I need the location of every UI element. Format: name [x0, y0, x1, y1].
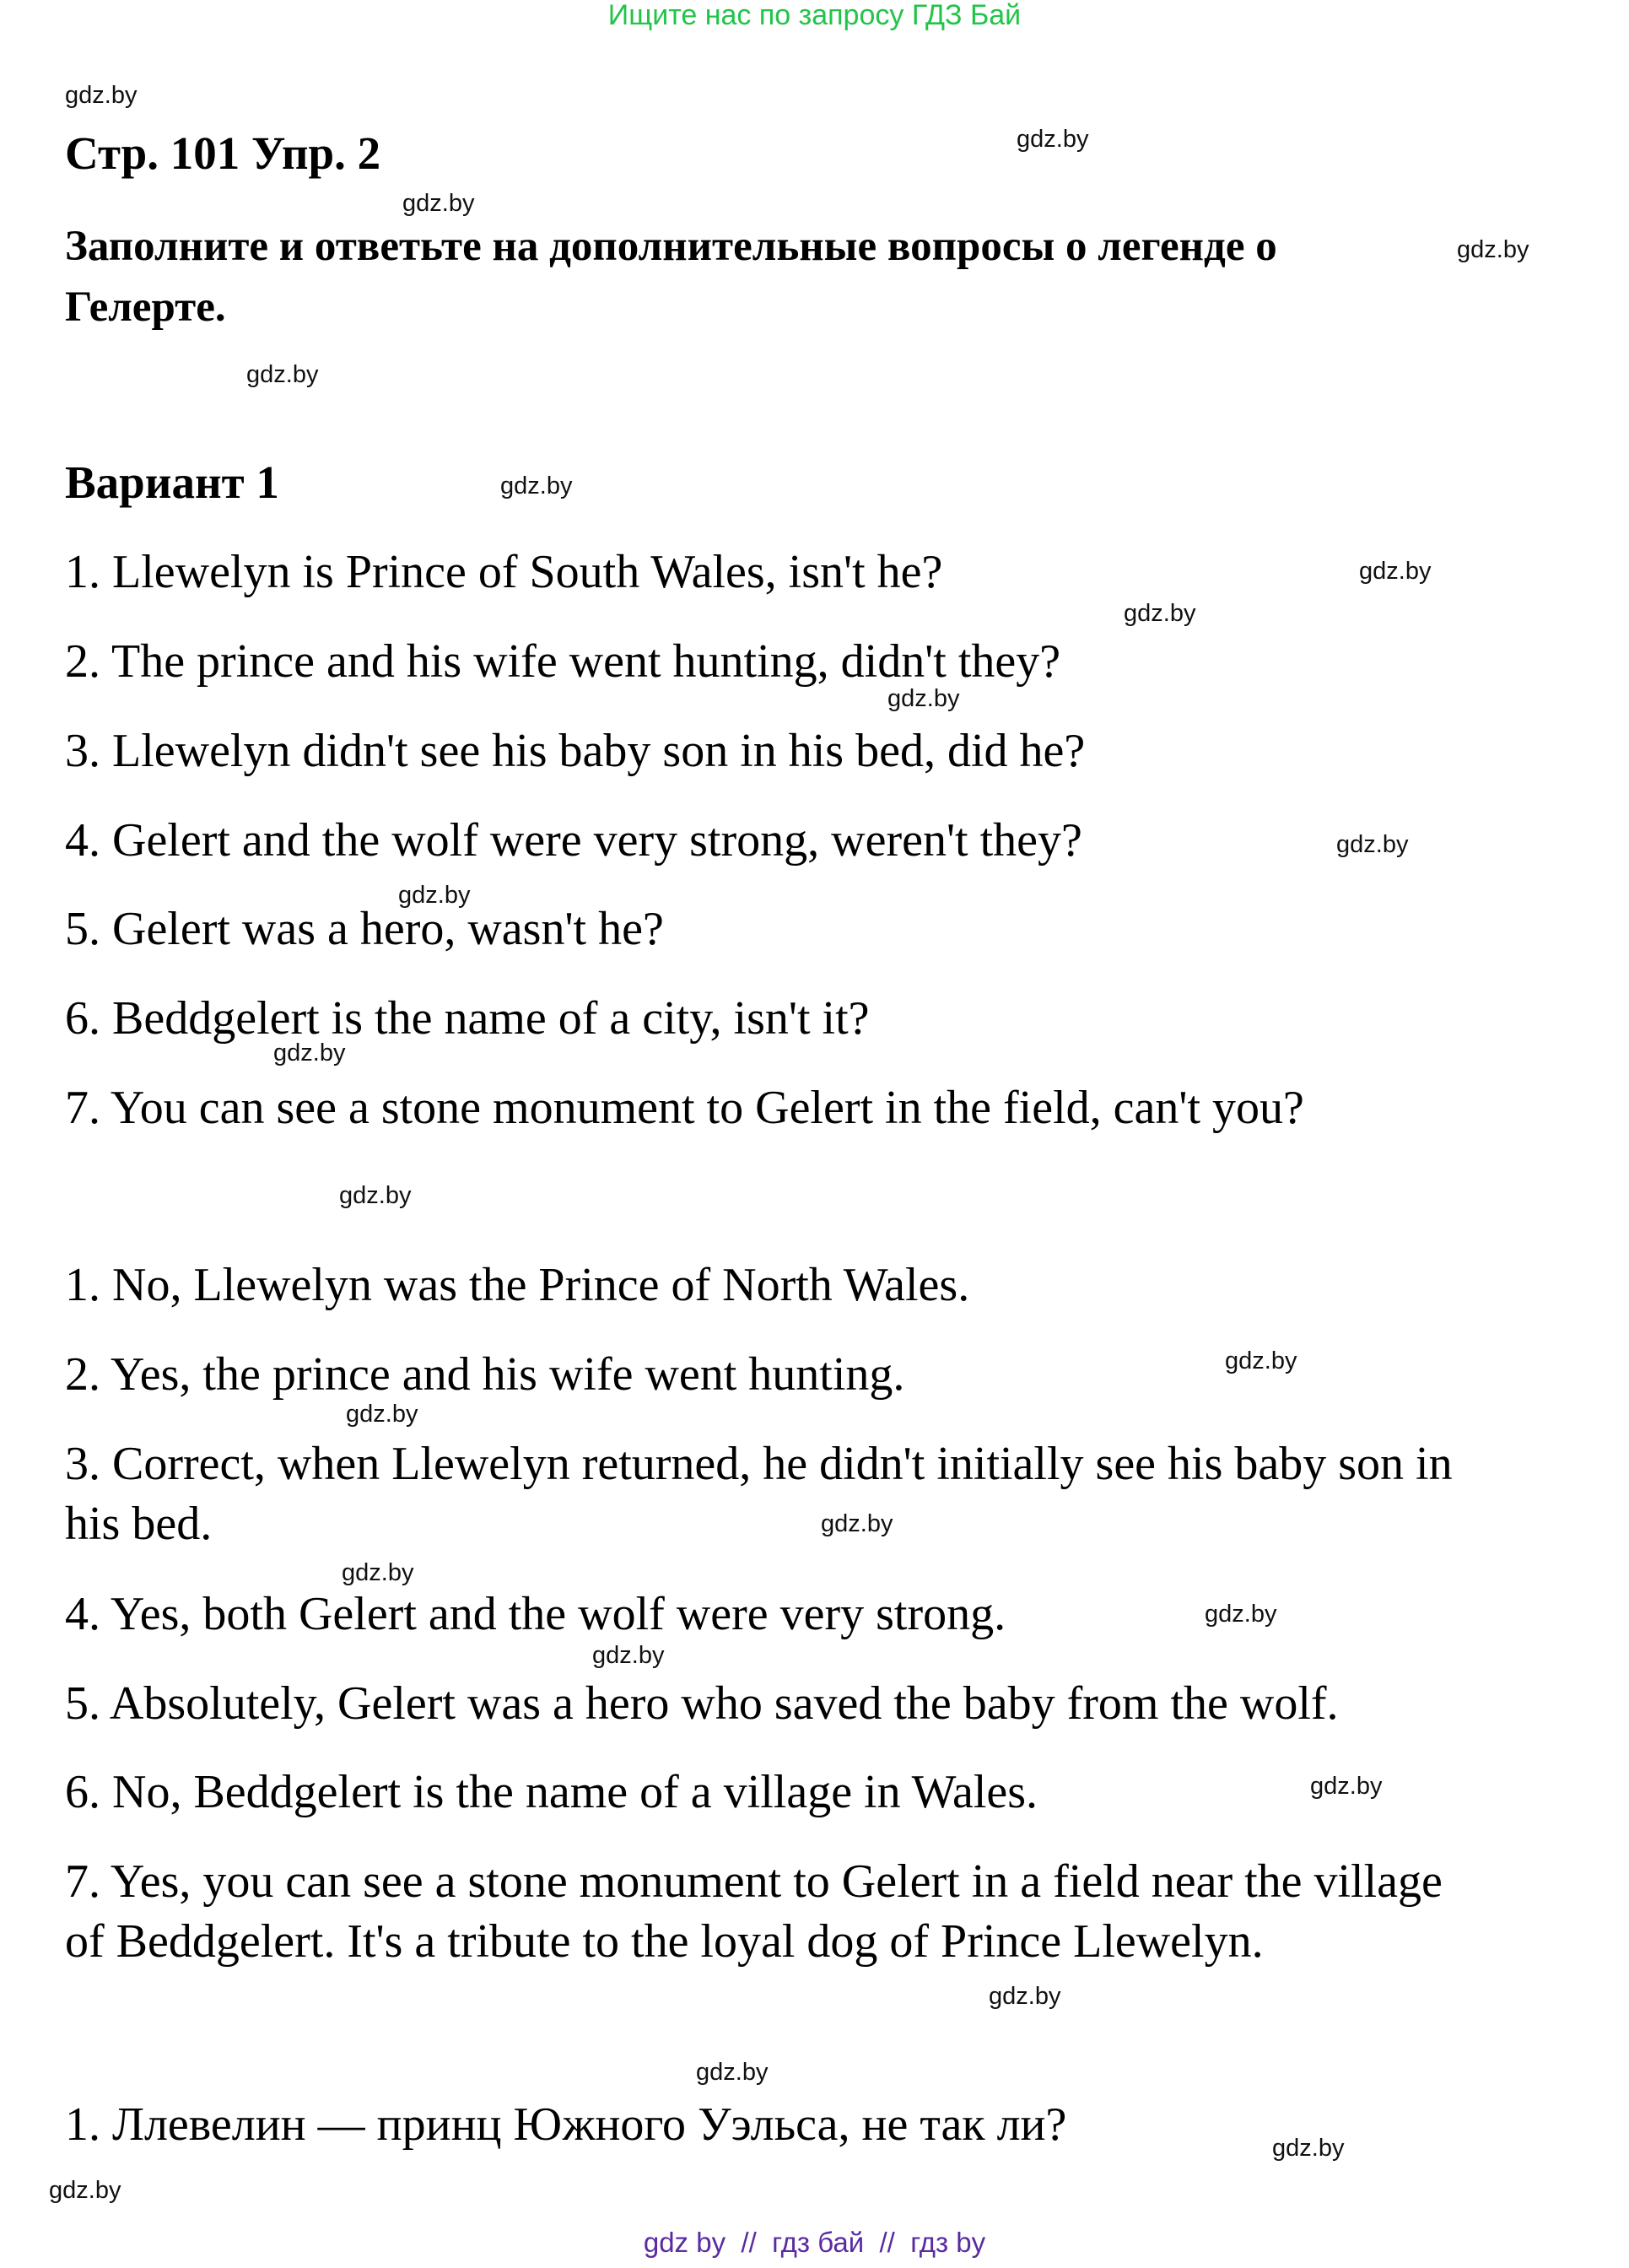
watermark: gdz.by	[346, 1401, 418, 1428]
watermark: gdz.by	[339, 1182, 412, 1209]
answer-line: 7. Yes, you can see a stone monument to Gelert in a field near the village	[65, 1855, 1443, 1908]
question-line: 6. Beddgelert is the name of a city, isn't it?	[65, 992, 870, 1045]
question-line: 7. You can see a stone monument to Gelert in the field, can't you?	[65, 1082, 1304, 1134]
watermark: gdz.by	[273, 1040, 346, 1066]
footer-link[interactable]: gdz by	[643, 2227, 726, 2258]
watermark: gdz.by	[1272, 2135, 1345, 2162]
question-line: 1. Llewelyn is Prince of South Wales, isn't he?	[65, 546, 943, 598]
footer-link[interactable]: гдз by	[910, 2227, 986, 2258]
question-line: 4. Gelert and the wolf were very strong, weren't they?	[65, 814, 1082, 867]
watermark: gdz.by	[65, 82, 138, 109]
watermark: gdz.by	[342, 1559, 414, 1586]
footer-separator: //	[879, 2227, 895, 2258]
answer-line: 2. Yes, the prince and his wife went hunting.	[65, 1348, 905, 1401]
watermark: gdz.by	[887, 685, 960, 712]
top-banner[interactable]: Ищите нас по запросу ГДЗ Бай	[607, 0, 1022, 31]
watermark: gdz.by	[1017, 126, 1089, 153]
watermark: gdz.by	[1359, 558, 1432, 585]
watermark: gdz.by	[1457, 236, 1529, 263]
watermark: gdz.by	[1124, 600, 1196, 627]
watermark: gdz.by	[696, 2059, 769, 2086]
page-title: Стр. 101 Упр. 2	[65, 127, 381, 179]
answer-line: 4. Yes, both Gelert and the wolf were very strong.	[65, 1588, 1006, 1640]
footer-link[interactable]: гдз бай	[772, 2227, 865, 2258]
answer-line: 6. No, Beddgelert is the name of a village in Wales.	[65, 1766, 1038, 1818]
question-line: 2. The prince and his wife went hunting, didn't they?	[65, 635, 1061, 688]
watermark: gdz.by	[398, 882, 471, 909]
translation-line: 1. Ллевелин — принц Южного Уэльса, не так ли?	[65, 2098, 1067, 2151]
answer-line: 5. Absolutely, Gelert was a hero who saved the baby from the wolf.	[65, 1677, 1339, 1730]
question-line: 3. Llewelyn didn't see his baby son in his bed, did he?	[65, 725, 1086, 777]
watermark: gdz.by	[1310, 1773, 1383, 1800]
watermark: gdz.by	[821, 1510, 893, 1537]
footer-separator: //	[741, 2227, 757, 2258]
answer-line: 1. No, Llewelyn was the Prince of North Wales.	[65, 1259, 970, 1311]
watermark: gdz.by	[592, 1642, 665, 1669]
watermark: gdz.by	[402, 190, 475, 217]
watermark: gdz.by	[1225, 1347, 1297, 1374]
watermark: gdz.by	[1205, 1601, 1277, 1628]
answer-line: 3. Correct, when Llewelyn returned, he didn't initially see his baby son in	[65, 1438, 1453, 1490]
task-description-continued: Гелерте.	[65, 284, 226, 331]
watermark: gdz.by	[49, 2177, 121, 2204]
task-description: Заполните и ответьте на дополнительные вопросы о легенде о	[65, 223, 1277, 270]
watermark: gdz.by	[1336, 831, 1409, 858]
question-line: 5. Gelert was a hero, wasn't he?	[65, 903, 664, 955]
answer-line: his bed.	[65, 1498, 213, 1550]
answer-line: of Beddgelert. It's a tribute to the loyal dog of Prince Llewelyn.	[65, 1915, 1264, 1968]
watermark: gdz.by	[989, 1983, 1061, 2010]
footer-links	[0, 2228, 1629, 2258]
watermark: gdz.by	[246, 361, 319, 388]
watermark: gdz.by	[500, 472, 573, 500]
variant-heading: Вариант 1	[65, 456, 279, 508]
